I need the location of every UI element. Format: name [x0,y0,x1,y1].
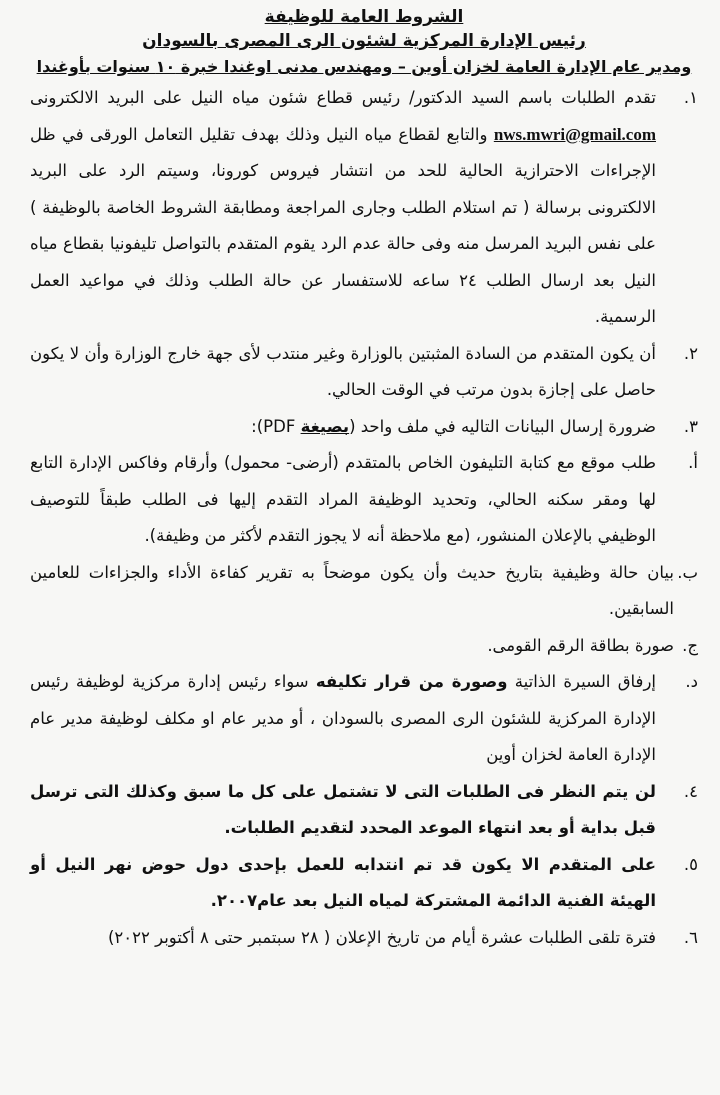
list-item-6 [30,920,698,957]
item-text-bold: بصيغة [300,416,350,436]
item-number: ١. [683,88,698,107]
sub-item-text: صورة بطاقة الرقم القومى. [487,635,674,655]
list-item-5 [30,847,698,920]
item-text-part-a: تقدم الطلبات باسم السيد الدكتور/ رئيس قطاع شئون مياه النيل على البريد الالكترونى [30,88,656,107]
item-text-part-b: PDF): [251,416,301,436]
header-subtitle-1: رئيس الإدارة المركزية لشئون الرى المصرى بالسودان [142,31,586,51]
document-header [30,6,698,80]
list-item-1 [30,80,698,336]
item-number: ٣. [683,416,698,436]
sub-item-c [30,628,698,665]
sub-item-b [30,555,698,628]
item-text: على المتقدم الا يكون قد تم انتدابه للعمل بإحدى دول حوض نهر النيل أو الهيئة الفنية الدائمة المشتركة لمياه النيل بعد عام٢٠٠٧. [30,854,656,910]
item-number: ٢. [683,343,698,363]
sub-item-a [30,445,698,555]
item-number: ٦. [683,927,698,947]
item-number: ٤. [683,781,698,801]
sub-item-marker: ب. [677,562,698,582]
sub-item-text: بيان حالة وظيفية بتاريخ حديث وأن يكون موضحاً به تقرير كفاءة الأداء والجزاءات للعامين السابقين. [30,562,674,618]
email-link[interactable]: nws.mwri@gmail.com [493,124,656,144]
sub-item-marker: د. [685,672,698,691]
sub-item-text-part-b: سواء رئيس إدارة مركزية لوظيفة رئيس الإدارة المركزية للشئون الرى المصرى بالسودان ، أو مدير عام او مكلف لوظيفة مدير عام الإدارة العامة لخزان أوين [30,672,656,764]
header-subtitle-2: ومدير عام الإدارة العامة لخزان أوين – ومهندس مدنى اوغندا خبرة ١٠ سنوات بأوغندا [36,57,692,76]
list-item-2 [30,336,698,409]
sub-item-marker: ج. [682,635,698,655]
sub-item-text: طلب موقع مع كتابة التليفون الخاص بالمتقدم (أرضى- محمول) وأرقام وفاكس الإدارة التابع لها ومقر سكنه الحالي، وتحديد الوظيفة المراد التقدم إليها فى الطلب طبقاً للتوصيف الوظيفي بالإعلان المنشور، (مع ملاحظة أنه لا يجوز التقدم لأكثر من وظيفة). [30,453,656,545]
item-text: أن يكون المتقدم من السادة المثبتين بالوزارة وغير منتدب لأى جهة خارج الوزارة وأن لا يكون حاصل على إجازة بدون مرتب في الوقت الحالي. [30,343,656,399]
sub-item-text-bold: وصورة من قرار تكليفه [315,672,508,691]
item-text-part-a: ضرورة إرسال البيانات التاليه في ملف واحد ( [349,416,656,436]
list-item-3 [30,409,698,446]
item-text: فترة تلقى الطلبات عشرة أيام من تاريخ الإعلان ( ٢٨ سبتمبر حتى ٨ أكتوبر ٢٠٢٢) [107,927,656,947]
item-number: ٥. [683,854,698,874]
item-text-part-b: والتابع لقطاع مياه النيل وذلك بهدف تقليل التعامل الورقى في ظل الإجراءات الاحترازية الحالية للحد من انتشار فيروس كورونا، وسيتم الرد على البريد الالكترونى برسالة ( تم استلام الطلب وجارى المراجعة ومطابقة الشروط الخاصة بالوظيفة ) على نفس البريد المرسل منه وفى حالة عدم الرد يقوم المتقدم بالتواصل تليفونيا بقطاع مياه النيل بعد ارسال الطلب ٢٤ ساعه للاستفسار عن حالة الطلب وذلك في مواعيد العمل الرسمية. [30,124,657,326]
list-item-4 [30,774,698,847]
header-title: الشروط العامة للوظيفة [264,7,464,27]
sub-item-d [30,664,698,774]
sub-item-marker: أ. [688,453,698,472]
item-text: لن يتم النظر فى الطلبات التى لا تشتمل على كل ما سبق وكذلك التى ترسل قبل بداية أو بعد انتهاء الموعد المحدد لتقديم الطلبات. [30,781,656,837]
sub-item-text-part-a: إرفاق السيرة الذاتية [507,672,656,691]
